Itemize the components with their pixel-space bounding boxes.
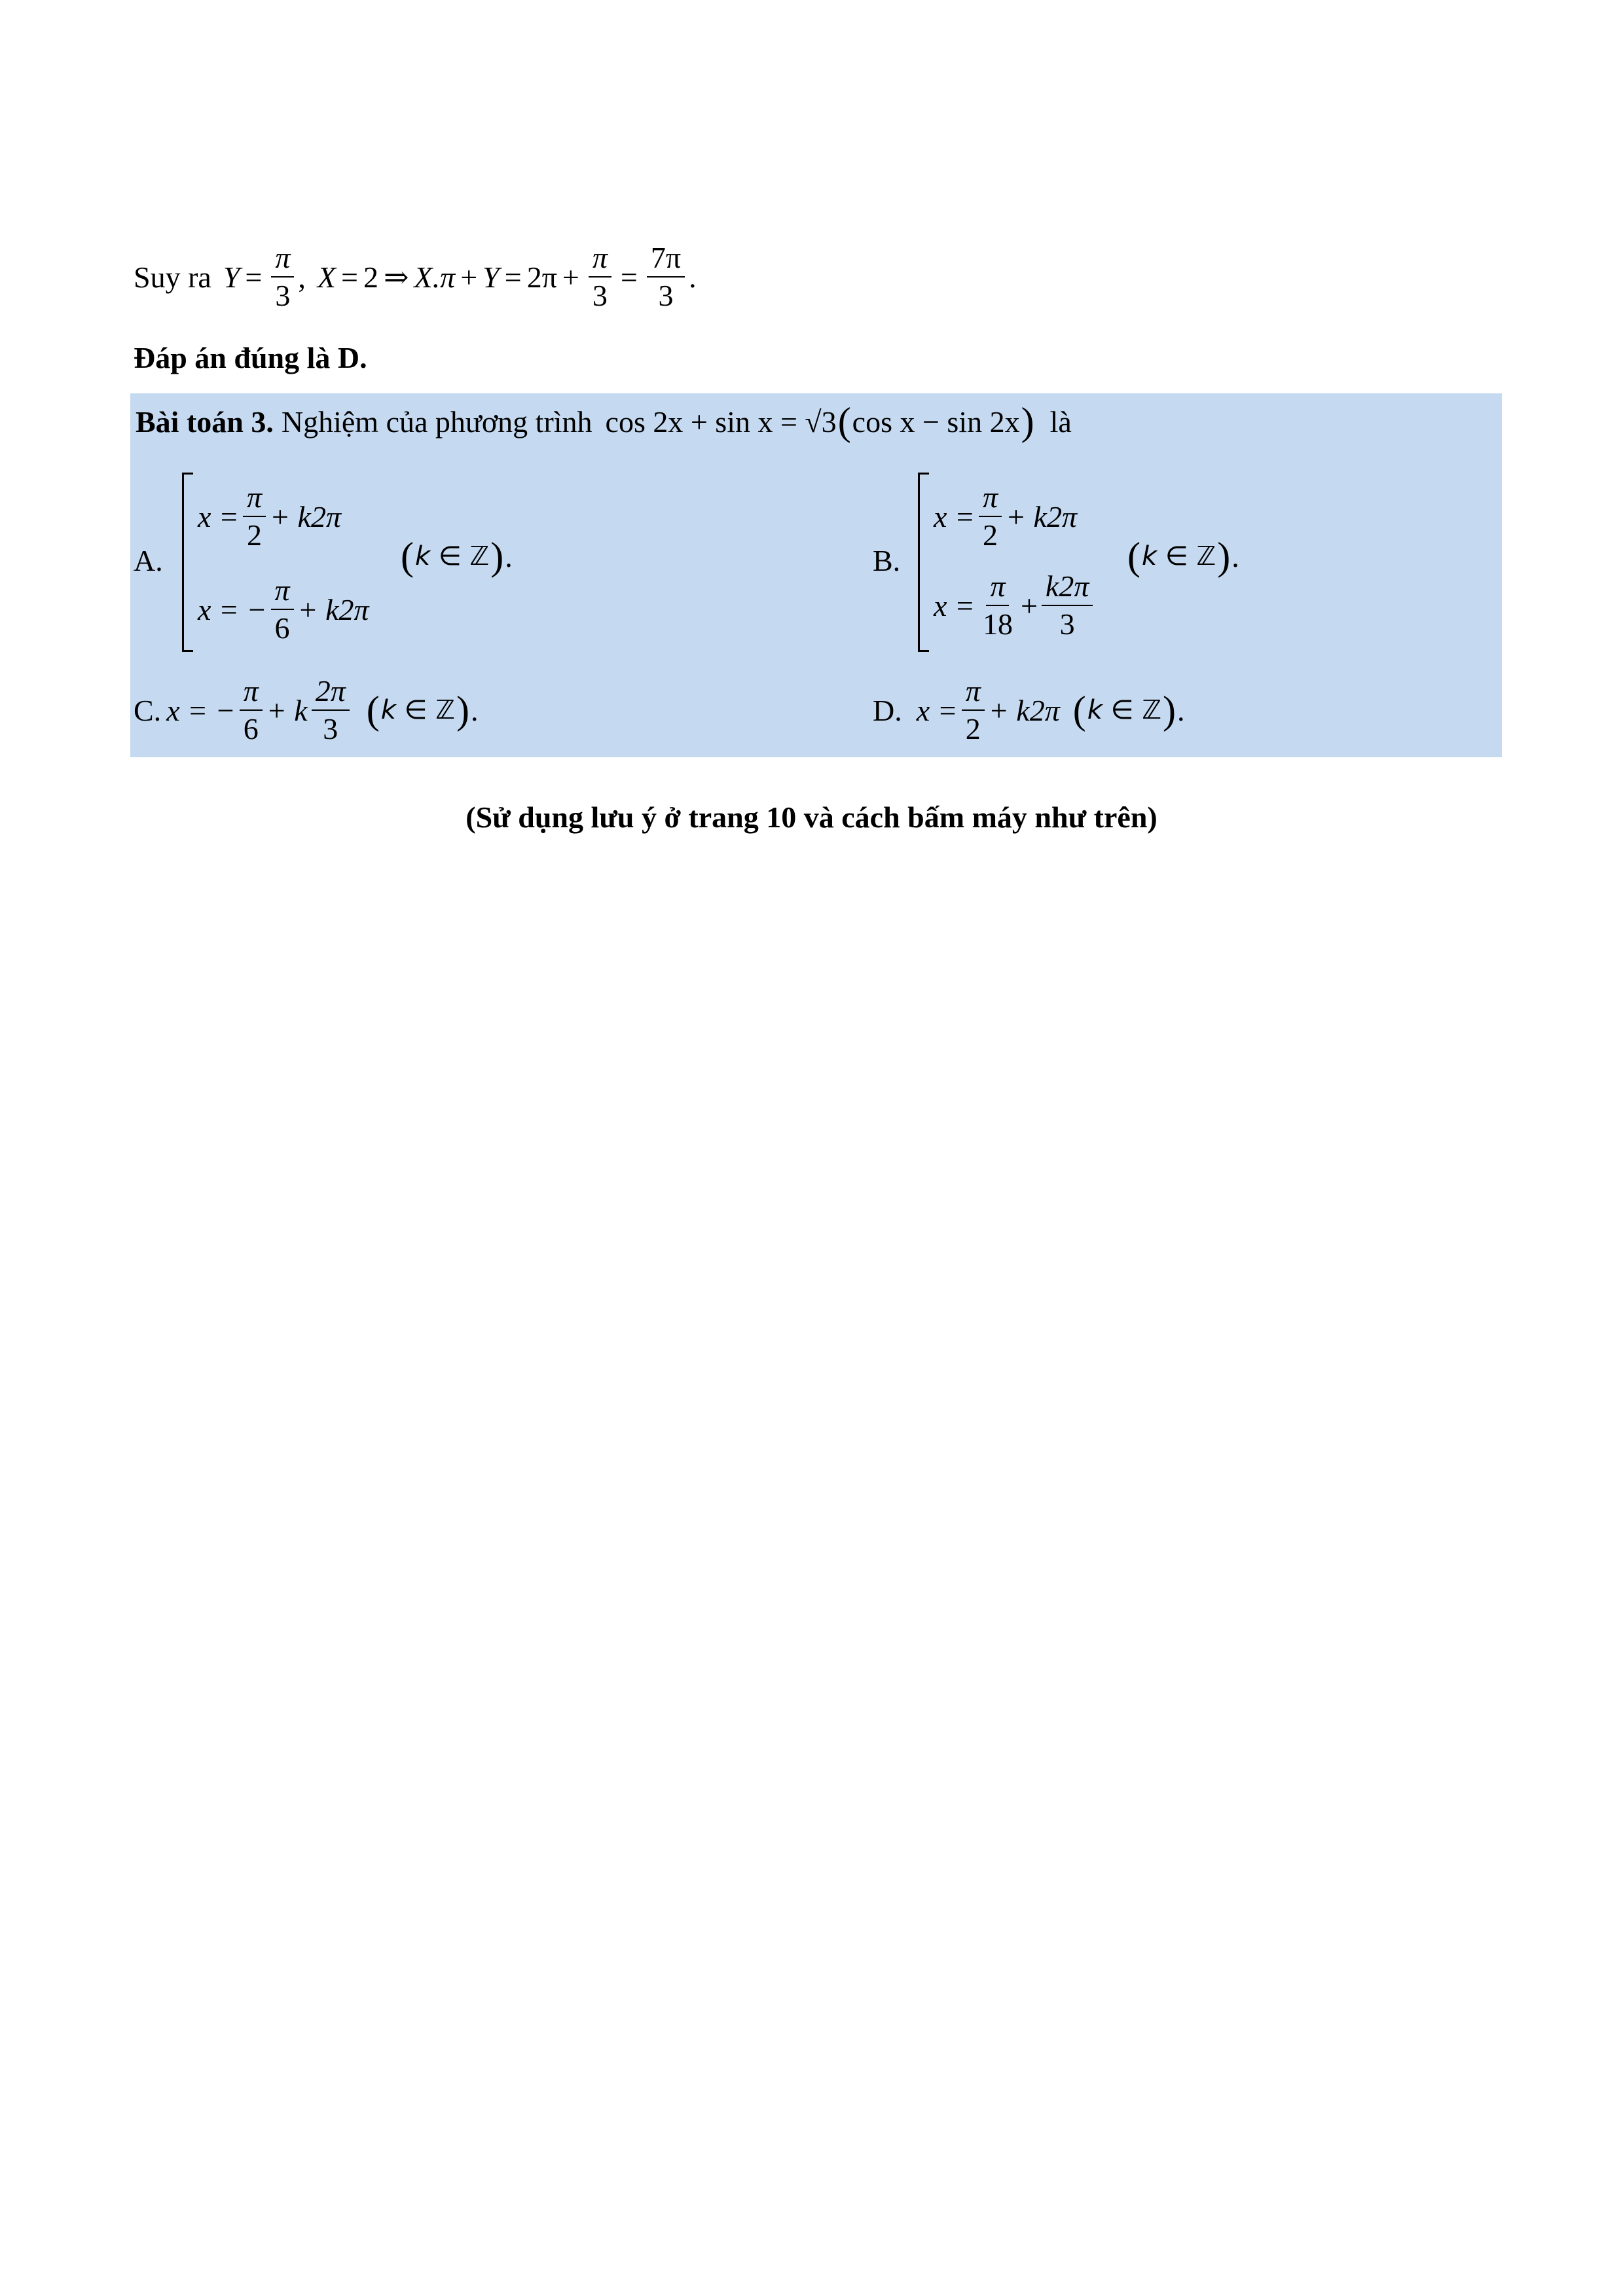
equals-sign: = xyxy=(341,260,358,294)
cond: k ∈ ℤ xyxy=(380,695,455,726)
den: 3 xyxy=(275,279,291,313)
paren-close: ) xyxy=(1217,535,1231,578)
period: . xyxy=(1176,693,1185,727)
frac-7pi-3 xyxy=(647,242,685,312)
paren-close: ) xyxy=(1021,400,1034,443)
paren-open: ( xyxy=(401,535,414,578)
den: 2 xyxy=(246,518,262,552)
answer-line: Đáp án đúng là D. xyxy=(134,341,367,374)
frac xyxy=(271,575,294,645)
option-a-condition xyxy=(399,537,513,576)
equation-lhs: cos 2x + sin x = √3 xyxy=(605,404,837,439)
option-d-label: D. xyxy=(873,693,902,727)
cond: k ∈ ℤ xyxy=(1087,695,1161,726)
note: (Sử dụng lưu ý ở trang 10 và cách bấm máy như trên) xyxy=(465,800,1158,834)
den: 18 xyxy=(982,607,1013,641)
frac xyxy=(979,482,1002,552)
frac xyxy=(243,482,266,552)
num: π xyxy=(243,482,266,517)
den: 2 xyxy=(965,712,981,746)
mid: + k xyxy=(266,693,308,727)
tail: + k2π xyxy=(270,499,342,533)
paren-close: ) xyxy=(456,689,469,732)
num: π xyxy=(962,675,985,711)
den: 3 xyxy=(592,279,608,313)
num: 7π xyxy=(647,242,685,278)
equals-sign: = xyxy=(245,260,263,294)
num: π xyxy=(986,571,1009,606)
paren-open: ( xyxy=(1072,689,1086,732)
frac xyxy=(1042,571,1093,641)
value-two: 2 xyxy=(363,260,378,294)
den: 3 xyxy=(1059,607,1075,641)
problem-statement xyxy=(136,402,1072,441)
option-a-row1 xyxy=(198,482,341,552)
paren-open: ( xyxy=(1127,535,1140,578)
lhs: x = xyxy=(934,499,975,533)
summary-line xyxy=(134,242,697,312)
lhs: x = xyxy=(198,499,239,533)
lhs: x = − xyxy=(198,592,267,626)
tail: + k2π xyxy=(297,592,369,626)
var-y: Y xyxy=(223,260,240,294)
period: . xyxy=(689,260,697,294)
den: 6 xyxy=(274,611,290,645)
equals-sign: = xyxy=(504,260,522,294)
num: π xyxy=(979,482,1002,517)
two-pi: 2π xyxy=(526,260,557,294)
lhs: x = − xyxy=(166,693,236,727)
num: π xyxy=(271,242,294,278)
num: k2π xyxy=(1042,571,1093,606)
num: π xyxy=(240,675,263,711)
tail: + k2π xyxy=(1006,499,1078,533)
paren-close: ) xyxy=(490,535,504,578)
equals-sign: = xyxy=(620,260,638,294)
period: . xyxy=(470,693,479,727)
option-b-condition xyxy=(1126,537,1239,576)
den: 6 xyxy=(243,712,259,746)
equation-inner: cos x − sin 2x xyxy=(852,404,1020,439)
frac xyxy=(962,675,985,745)
option-a-bracket xyxy=(182,473,193,652)
var-x: X xyxy=(317,260,337,294)
paren-open: ( xyxy=(366,689,380,732)
cond: k ∈ ℤ xyxy=(414,541,490,571)
option-c-label: C. xyxy=(134,693,162,727)
option-b-bracket xyxy=(918,473,929,652)
frac xyxy=(312,675,350,745)
frac-pi-3 xyxy=(589,242,611,312)
implies-symbol: ⇒ xyxy=(383,260,409,295)
plus-sign: + xyxy=(562,260,579,294)
plus: + xyxy=(1020,588,1038,622)
num: 2π xyxy=(312,675,350,711)
den: 2 xyxy=(982,518,998,552)
x-pi: X.π xyxy=(414,260,456,294)
num: π xyxy=(589,242,611,278)
frac xyxy=(979,571,1017,641)
frac xyxy=(240,675,263,745)
paren-close: ) xyxy=(1162,689,1176,732)
period: . xyxy=(505,539,513,573)
plus-sign: + xyxy=(460,260,478,294)
problem-text: Nghiệm của phương trình xyxy=(281,404,593,439)
problem-label: Bài toán 3. xyxy=(136,404,274,439)
lhs: x = xyxy=(916,693,958,727)
num: π xyxy=(271,575,294,610)
frac-pi-3 xyxy=(271,242,294,312)
period: . xyxy=(1231,539,1239,573)
summary-lead: Suy ra xyxy=(134,260,211,294)
option-a-label[interactable]: A. xyxy=(134,544,163,577)
option-d[interactable] xyxy=(873,675,1184,745)
option-c[interactable] xyxy=(134,675,478,745)
option-b-row2 xyxy=(934,571,1097,641)
tail: + k2π xyxy=(988,693,1060,727)
den: 3 xyxy=(323,712,338,746)
cond: k ∈ ℤ xyxy=(1141,541,1216,571)
lhs: x = xyxy=(934,588,975,622)
paren-open: ( xyxy=(837,400,851,443)
den: 3 xyxy=(658,279,674,313)
option-a-row2 xyxy=(198,575,369,645)
var-y: Y xyxy=(483,260,500,294)
option-b-row1 xyxy=(934,482,1077,552)
problem-tail: là xyxy=(1049,404,1072,439)
option-b-label[interactable]: B. xyxy=(873,544,901,577)
comma: , xyxy=(298,260,306,294)
